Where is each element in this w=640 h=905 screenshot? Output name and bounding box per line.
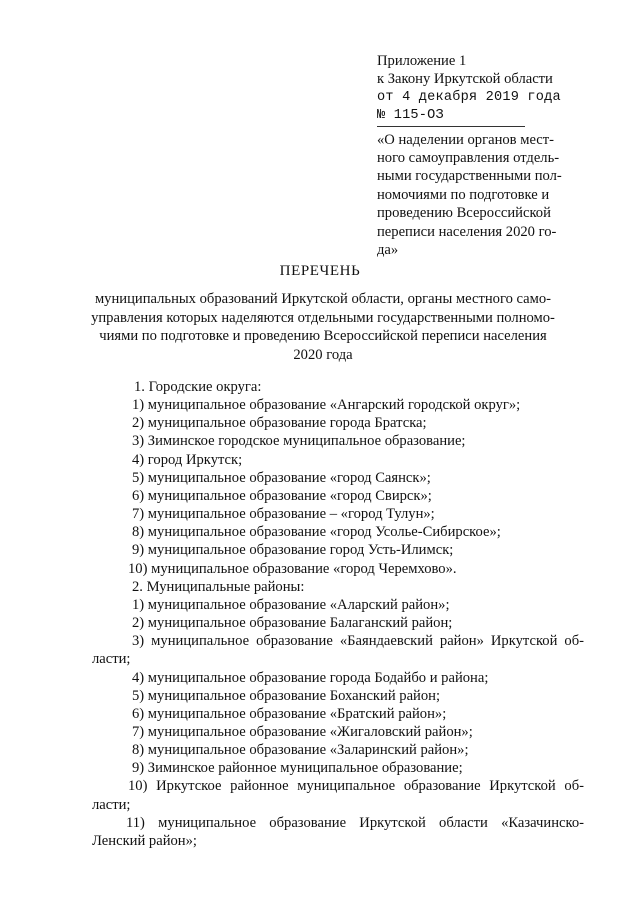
list-item: 10) Иркутское районное муниципальное образование Иркутской об- [128,778,584,795]
appendix-label: Приложение 1 [377,53,467,69]
appendix-law-ref: к Закону Иркутской области [377,71,553,88]
appendix-header [377,52,607,259]
appendix-law-number: № 115-ОЗ [377,107,525,126]
list-item: 1) муниципальное образование «Аларский район»; [132,596,450,613]
list-item: 6) муниципальное образование «город Свирск»; [132,487,432,504]
list-section-heading: 1. Городские округа: [134,379,262,395]
list-item: 2) муниципальное образование города Братска; [132,415,427,432]
appendix-law-name: «О наделении органов мест- ного самоуправления отдель- ными государственными пол- номочиями по подготовке и проведению Всероссийской переписи населения 2020 го- да» [377,131,562,259]
list-item: 11) муниципальное образование Иркутской области «Казачинско- [126,814,584,831]
list-item: 4) муниципальное образование города Бодайбо и района; [132,669,489,686]
list-item: 8) муниципальное образование «Заларинский район»; [132,742,469,759]
list-item: 7) муниципальное образование «Жигаловский район»; [132,723,473,740]
list-item: 10) муниципальное образование «город Черемхово». [128,560,457,577]
list-item-continuation: Ленский район»; [92,832,197,849]
document-title: ПЕРЕЧЕНЬ [279,263,361,279]
list-item: 1) муниципальное образование «Ангарский городской округ»; [132,397,521,414]
list-item: 2) муниципальное образование Балаганский район; [132,615,453,632]
list-section-heading: 2. Муниципальные районы: [132,578,305,595]
list-item: 3) муниципальное образование «Баяндаевский район» Иркутской об- [132,633,584,650]
appendix-date: от 4 декабря 2019 года [377,89,561,105]
list-item: 7) муниципальное образование – «город Тулун»; [132,506,435,523]
list-item: 9) Зиминское районное муниципальное образование; [132,760,463,777]
list-item-continuation: ласти; [92,651,131,668]
list-item: 5) муниципальное образование Боханский район; [132,687,441,704]
list-item: 9) муниципальное образование город Усть-Илимск; [132,542,454,559]
list-item: 6) муниципальное образование «Братский район»; [132,705,447,722]
list-item: 4) город Иркутск; [132,451,243,468]
list-item: 3) Зиминское городское муниципальное образование; [132,433,466,450]
municipalities-list [92,378,584,850]
list-item: 5) муниципальное образование «город Саянск»; [132,469,431,486]
list-item: 8) муниципальное образование «город Усолье-Сибирское»; [132,524,501,541]
list-item-continuation: ласти; [92,796,131,813]
document-subtitle: муниципальных образований Иркутской области, органы местного само- управления которых наделяются отдельными государственными полномо- чиями по подготовке и проведению Всероссийской переписи населения 2020 года [91,291,555,363]
